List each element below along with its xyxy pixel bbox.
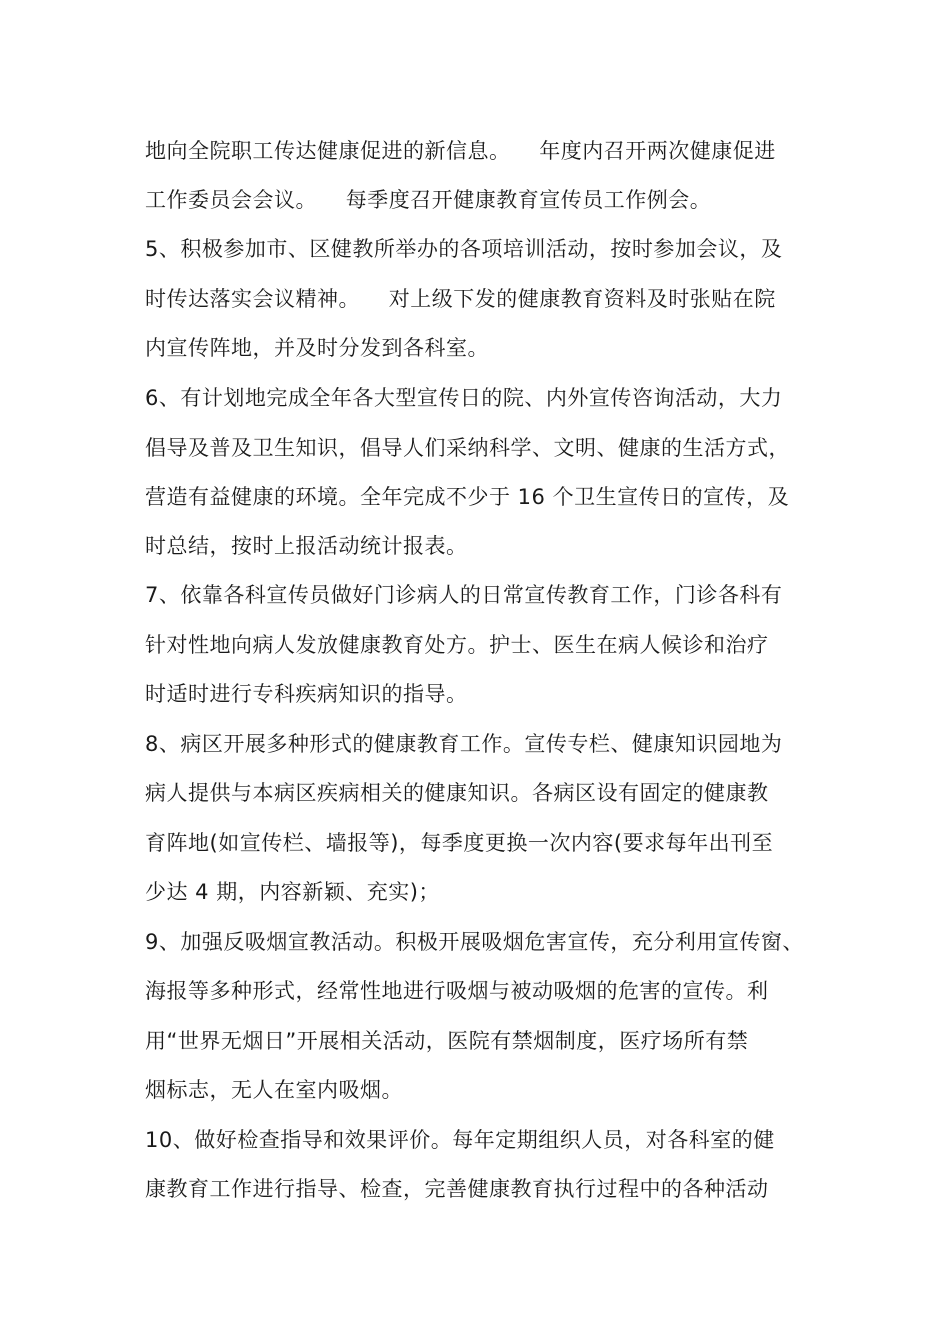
text-line: 时总结，按时上报活动统计报表。 bbox=[145, 534, 468, 558]
text-line: 针对性地向病人发放健康教育处方。护士、医生在病人候诊和治疗 bbox=[145, 633, 769, 657]
text-line: 6、有计划地完成全年各大型宣传日的院、内外宣传咨询活动，大力 bbox=[145, 386, 783, 410]
text-line: 海报等多种形式，经常性地进行吸烟与被动吸烟的危害的宣传。利 bbox=[145, 979, 769, 1003]
text-line: 倡导及普及卫生知识，倡导人们采纳科学、文明、健康的生活方式， bbox=[145, 436, 790, 460]
text-line: 内宣传阵地，并及时分发到各科室。 bbox=[145, 336, 489, 360]
text-line: 时传达落实会议精神。 对上级下发的健康教育资料及时张贴在院 bbox=[145, 287, 776, 311]
text-line: 育阵地(如宣传栏、墙报等)，每季度更换一次内容(要求每年出刊至 bbox=[145, 831, 774, 855]
text-line: 时适时进行专科疾病知识的指导。 bbox=[145, 682, 468, 706]
text-line: 营造有益健康的环境。全年完成不少于 16 个卫生宣传日的宣传，及 bbox=[145, 485, 790, 509]
text-line: 5、积极参加市、区健教所举办的各项培训活动，按时参加会议，及 bbox=[145, 237, 783, 261]
text-line: 烟标志，无人在室内吸烟。 bbox=[145, 1078, 403, 1102]
text-line: 7、依靠各科宣传员做好门诊病人的日常宣传教育工作，门诊各科有 bbox=[145, 583, 783, 607]
text-line: 9、加强反吸烟宣教活动。积极开展吸烟危害宣传，充分利用宣传窗、 bbox=[145, 930, 804, 954]
text-line: 8、病区开展多种形式的健康教育工作。宣传专栏、健康知识园地为 bbox=[145, 732, 783, 756]
text-line: 病人提供与本病区疾病相关的健康知识。各病区设有固定的健康教 bbox=[145, 781, 769, 805]
text-line: 康教育工作进行指导、检查，完善健康教育执行过程中的各种活动 bbox=[145, 1177, 769, 1201]
text-line: 用“世界无烟日”开展相关活动，医院有禁烟制度，医疗场所有禁 bbox=[145, 1029, 749, 1053]
text-line: 10、做好检查指导和效果评价。每年定期组织人员，对各科室的健 bbox=[145, 1128, 775, 1152]
text-line: 少达 4 期，内容新颖、充实)； bbox=[145, 880, 440, 904]
text-line: 工作委员会会议。 每季度召开健康教育宣传员工作例会。 bbox=[145, 188, 712, 212]
text-line: 地向全院职工传达健康促进的新信息。 年度内召开两次健康促进 bbox=[145, 139, 776, 163]
